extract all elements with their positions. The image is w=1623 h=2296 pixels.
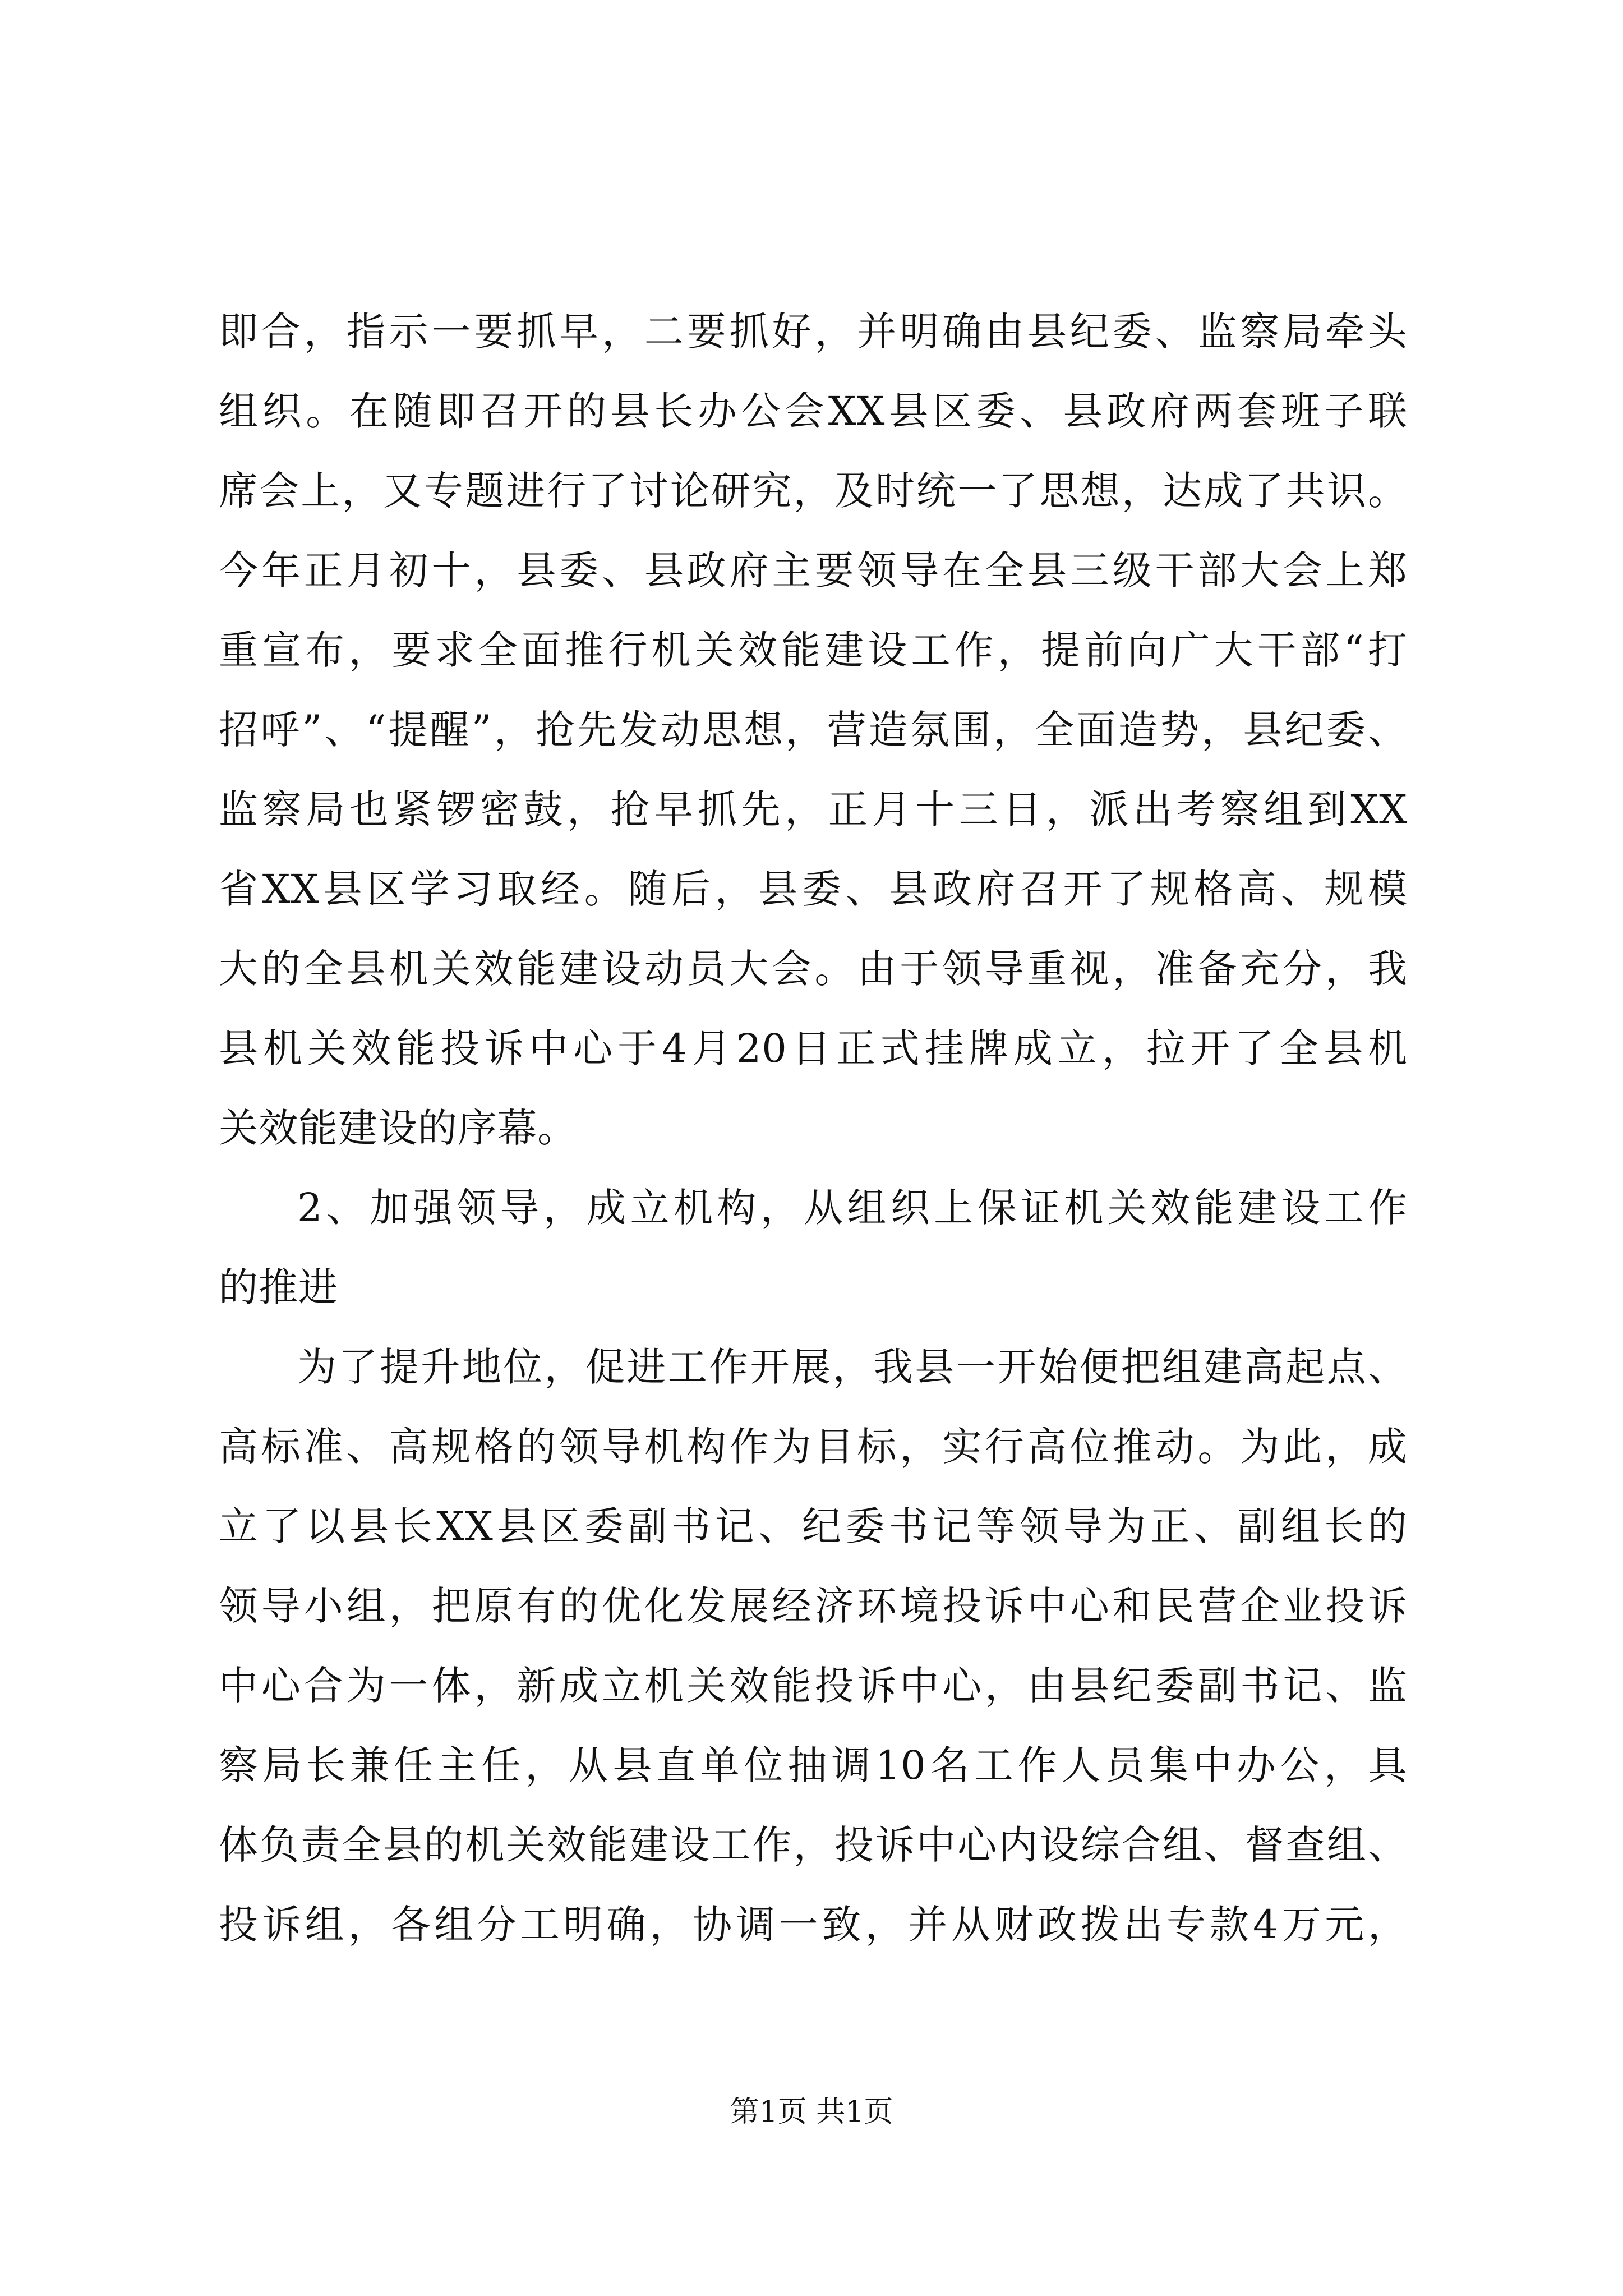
text-line: 大的全县机关效能建设动员大会。由于领导重视，准备充分，我 bbox=[219, 946, 1408, 992]
text-line: 今年正月初十，县委、县政府主要领导在全县三级干部大会上郑 bbox=[219, 547, 1408, 593]
text-line: 的推进 bbox=[219, 1264, 338, 1310]
text-line: 重宣布，要求全面推行机关效能建设工作，提前向广大干部“打 bbox=[219, 627, 1408, 673]
text-line: 即合，指示一要抓早，二要抓好，并明确由县纪委、监察局牵头 bbox=[219, 309, 1408, 355]
page-footer: 第1页 共1页 bbox=[730, 2095, 893, 2129]
text-line: 体负责全县的机关效能建设工作，投诉中心内设综合组、督查组、 bbox=[219, 1822, 1408, 1868]
text-line: 中心合为一体，新成立机关效能投诉中心，由县纪委副书记、监 bbox=[219, 1663, 1408, 1709]
text-line: 立了以县长XX县区委副书记、纪委书记等领导为正、副组长的 bbox=[219, 1503, 1408, 1549]
text-line: 席会上，又专题进行了讨论研究，及时统一了思想，达成了共识。 bbox=[219, 468, 1408, 514]
text-line: 投诉组，各组分工明确，协调一致，并从财政拨出专款4万元， bbox=[219, 1902, 1408, 1948]
text-line: 察局长兼任主任，从县直单位抽调10名工作人员集中办公，具 bbox=[219, 1742, 1408, 1788]
paragraph-3 bbox=[219, 1327, 1408, 1964]
document-body bbox=[219, 292, 1408, 1964]
text-line: 高标准、高规格的领导机构作为目标，实行高位推动。为此，成 bbox=[219, 1424, 1408, 1470]
text-line: 为了提升地位，促进工作开展，我县一开始便把组建高起点、 bbox=[297, 1344, 1408, 1390]
text-line: 关效能建设的序幕。 bbox=[219, 1105, 577, 1151]
section-heading-2 bbox=[219, 1168, 1408, 1327]
text-line: 监察局也紧锣密鼓，抢早抓先，正月十三日，派出考察组到XX bbox=[219, 786, 1408, 832]
text-line: 组织。在随即召开的县长办公会XX县区委、县政府两套班子联 bbox=[219, 388, 1408, 434]
text-line: 2、加强领导，成立机构，从组织上保证机关效能建设工作 bbox=[297, 1185, 1408, 1231]
text-line: 领导小组，把原有的优化发展经济环境投诉中心和民营企业投诉 bbox=[219, 1583, 1408, 1629]
paragraph-1 bbox=[219, 292, 1408, 1168]
text-line: 省XX县区学习取经。随后，县委、县政府召开了规格高、规模 bbox=[219, 866, 1408, 912]
text-line: 招呼”、“提醒”，抢先发动思想，营造氛围，全面造势，县纪委、 bbox=[219, 707, 1408, 753]
text-line: 县机关效能投诉中心于4月20日正式挂牌成立，拉开了全县机 bbox=[219, 1025, 1408, 1071]
